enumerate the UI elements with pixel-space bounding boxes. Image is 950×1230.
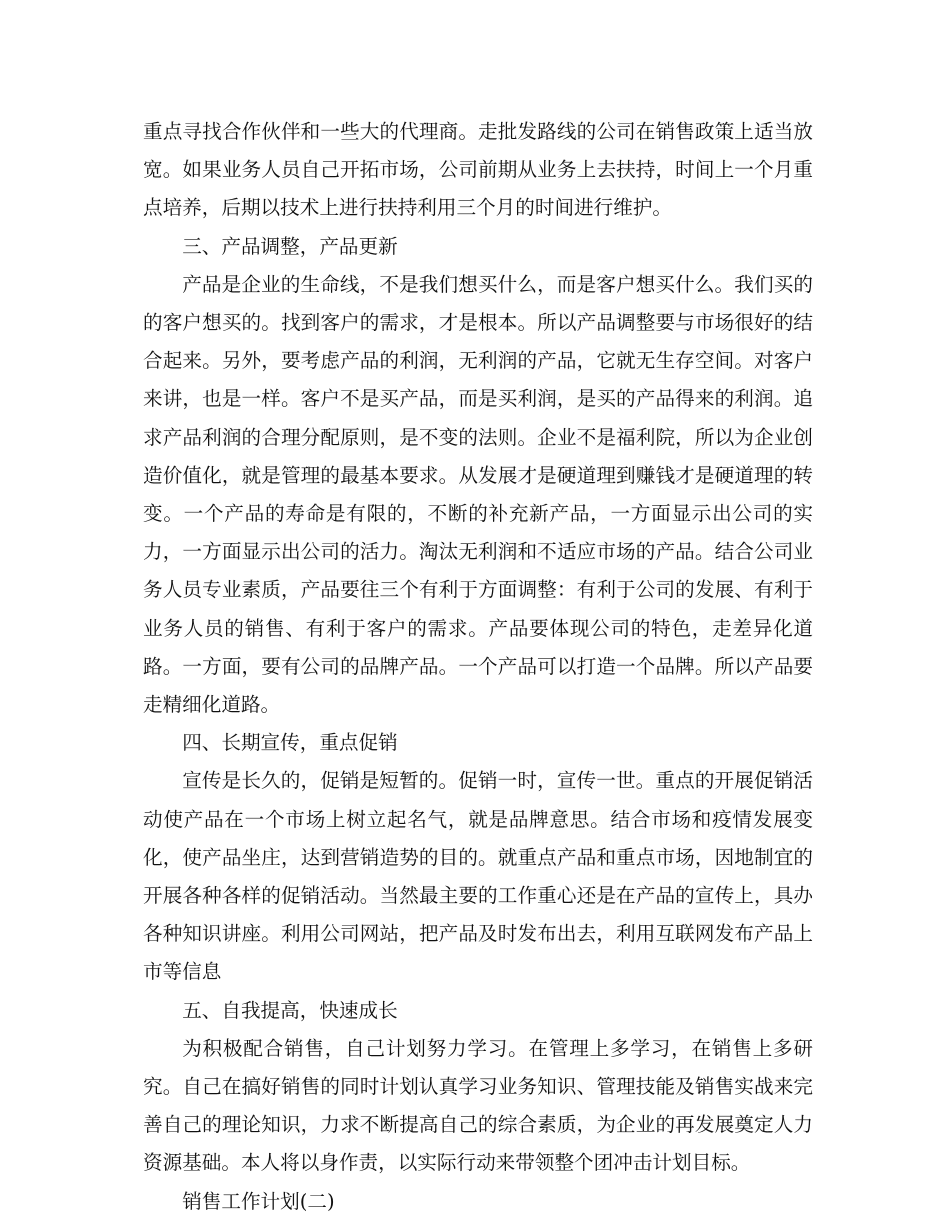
section-heading-self-improvement: 五、自我提高，快速成长 bbox=[182, 998, 398, 1022]
section-heading-promotion: 四、长期宣传，重点促销 bbox=[182, 731, 398, 755]
paragraph-promotion: 宣传是长久的，促销是短暂的。促销一时，宣传一世。重点的开展促销活动使产品在一个市场上树立起名气，就是品牌意思。结合市场和疫情发展变化，使产品坐庄，达到营销造势的目的。就重点产品和重点市场，因地制宜的开展各种各样的促销活动。当然最主要的工作重心还是在产品的宣传上，具办各种知识讲座。利用公司网站，把产品及时发布出去，利用互联网发布产品上市等信息 bbox=[143, 769, 813, 984]
section-heading-product-adjustment: 三、产品调整，产品更新 bbox=[182, 234, 398, 258]
document-body bbox=[143, 113, 813, 1221]
paragraph-self-improvement: 为积极配合销售，自己计划努力学习。在管理上多学习，在销售上多研究。自己在搞好销售的同时计划认真学习业务知识、管理技能及销售实战来完善自己的理论知识，力求不断提高自己的综合素质，为企业的再发展奠定人力资源基础。本人将以身作责，以实际行动来带领整个团冲击计划目标。 bbox=[143, 1036, 813, 1175]
section-heading-sales-plan-two: 销售工作计划(二) bbox=[182, 1189, 335, 1213]
paragraph-intro: 重点寻找合作伙伴和一些大的代理商。走批发路线的公司在销售政策上适当放宽。如果业务人员自己开拓市场，公司前期从业务上去扶持，时间上一个月重点培养，后期以技术上进行扶持利用三个月的时间进行维护。 bbox=[143, 120, 813, 220]
paragraph-product-adjustment: 产品是企业的生命线，不是我们想买什么，而是客户想买什么。我们买的的客户想买的。找到客户的需求，才是根本。所以产品调整要与市场很好的结合起来。另外，要考虑产品的利润，无利润的产品，它就无生存空间。对客户来讲，也是一样。客户不是买产品，而是买利润，是买的产品得来的利润。追求产品利润的合理分配原则，是不变的法则。企业不是福利院，所以为企业创造价值化，就是管理的最基本要求。从发展才是硬道理到赚钱才是硬道理的转变。一个产品的寿命是有限的，不断的补充新产品，一方面显示出公司的实力，一方面显示出公司的活力。淘汰无利润和不适应市场的产品。结合公司业务人员专业素质，产品要往三个有利于方面调整：有利于公司的发展、有利于业务人员的销售、有利于客户的需求。产品要体现公司的特色，走差异化道路。一方面，要有公司的品牌产品。一个产品可以打造一个品牌。所以产品要走精细化道路。 bbox=[143, 272, 813, 717]
